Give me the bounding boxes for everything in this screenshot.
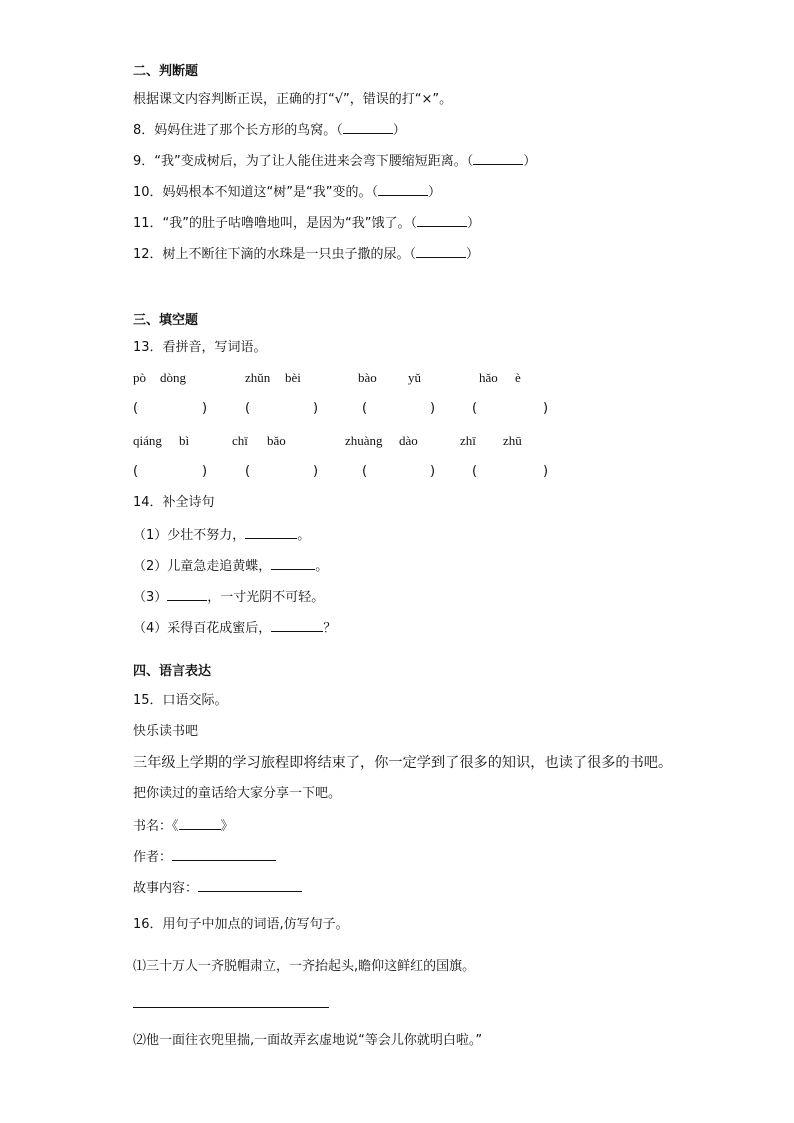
answer-line[interactable]: [133, 1007, 329, 1008]
paren-close: ): [313, 401, 319, 416]
question-text: 8．妈妈住进了那个长方形的鸟窝。（: [133, 123, 343, 138]
question-9: [133, 152, 536, 171]
answer-blank[interactable]: [343, 121, 393, 134]
question-16-sentence-1: ⑴三十万人一齐脱帽肃立，一齐抬起头,瞻仰这鲜红的国旗。: [133, 959, 476, 974]
paren-open: (: [362, 401, 368, 416]
pinyin: pò: [133, 370, 146, 385]
paren-close: ): [430, 464, 436, 479]
paren-close: ): [202, 401, 208, 416]
book-title-field: [133, 817, 234, 836]
paren-close: ): [313, 464, 319, 479]
poem-text: ？: [323, 621, 337, 636]
answer-blank[interactable]: [172, 848, 276, 861]
answer-blank[interactable]: [245, 526, 297, 539]
paren-close: ）: [466, 247, 480, 262]
answer-blank[interactable]: [271, 557, 315, 570]
pinyin: zhǔn: [245, 370, 271, 385]
paren-close: ）: [466, 216, 480, 231]
field-label: 书名：《: [133, 819, 179, 834]
section-4-heading: 四、语言表达: [133, 664, 212, 679]
paren-open: (: [472, 401, 478, 416]
pinyin: bǎo: [267, 433, 286, 448]
answer-blank[interactable]: [473, 152, 523, 165]
question-11: [133, 214, 480, 233]
poem-text: ，一寸光阴不可轻。: [207, 590, 325, 605]
pinyin: chī: [232, 433, 248, 448]
poem-text: （1）少壮不努力，: [133, 528, 246, 543]
question-text: 12．树上不断往下滴的水珠是一只虫子撒的尿。（: [133, 247, 417, 262]
pinyin: dòng: [160, 370, 186, 385]
poem-text: 。: [297, 528, 311, 543]
pinyin: zhī: [460, 433, 476, 448]
paren-open: (: [133, 464, 139, 479]
poem-text: （4）采得百花成蜜后，: [133, 621, 272, 636]
field-label: 故事内容：: [133, 881, 199, 896]
question-15-subtitle: 快乐读书吧: [133, 724, 199, 739]
answer-blank[interactable]: [167, 588, 207, 601]
pinyin: è: [515, 370, 521, 385]
question-15-paragraph: 把你读过的童话给大家分享一下吧。: [133, 786, 342, 801]
answer-blank[interactable]: [179, 817, 221, 830]
question-15-paragraph: 三年级上学期的学习旅程即将结束了，你一定学到了很多的知识，也读了很多的书吧。: [133, 755, 673, 771]
paren-open: (: [245, 401, 251, 416]
pinyin: qiáng: [133, 433, 162, 448]
question-16-title: 16．用句子中加点的词语,仿写句子。: [133, 917, 349, 932]
poem-text: （2）儿童急走追黄蝶，: [133, 559, 272, 574]
question-text: 10．妈妈根本不知道这“树”是“我”变的。（: [133, 185, 378, 200]
paren-open: (: [133, 401, 139, 416]
paren-close: ）: [523, 154, 537, 169]
question-text: 11．“我”的肚子咕噜噜地叫，是因为“我”饿了。（: [133, 216, 417, 231]
question-text: 9．“我”变成树后，为了让人能住进来会弯下腰缩短距离。（: [133, 154, 474, 169]
poem-line-2: [133, 557, 328, 576]
pinyin: zhuàng: [345, 433, 383, 448]
question-16-sentence-2: ⑵他一面往衣兜里揣,一面故弄玄虚地说“等会儿你就明白啦。”: [133, 1033, 483, 1048]
pinyin: bào: [358, 370, 377, 385]
answer-blank[interactable]: [378, 183, 428, 196]
author-field: [133, 848, 276, 867]
answer-blank[interactable]: [271, 619, 323, 632]
poem-text: （3）: [133, 590, 168, 605]
paren-close: ): [202, 464, 208, 479]
pinyin: bì: [179, 433, 190, 448]
pinyin: hǎo: [479, 370, 498, 385]
pinyin: zhū: [503, 433, 522, 448]
poem-text: 。: [315, 559, 329, 574]
answer-blank[interactable]: [198, 879, 302, 892]
field-label: 》: [220, 819, 234, 834]
paren-close: ): [543, 464, 549, 479]
question-13-title: 13．看拼音，写词语。: [133, 340, 267, 355]
story-content-field: [133, 879, 302, 898]
question-10: [133, 183, 441, 202]
section-2-instruction: 根据课文内容判断正误，正确的打“√”，错误的打“×”。: [133, 92, 453, 107]
answer-blank[interactable]: [416, 245, 466, 258]
pinyin: bèi: [285, 370, 301, 385]
section-2-heading: 二、判断题: [133, 64, 199, 79]
section-3-heading: 三、填空题: [133, 313, 199, 328]
field-label: 作者：: [133, 850, 173, 865]
answer-blank[interactable]: [417, 214, 467, 227]
paren-open: (: [472, 464, 478, 479]
question-8: [133, 121, 406, 140]
question-15-title: 15．口语交际。: [133, 693, 228, 708]
poem-line-1: [133, 526, 310, 545]
paren-close: ): [543, 401, 549, 416]
paren-open: (: [362, 464, 368, 479]
poem-line-3: [133, 588, 324, 607]
question-14-title: 14．补全诗句: [133, 495, 215, 510]
pinyin: dào: [399, 433, 418, 448]
poem-line-4: [133, 619, 336, 638]
pinyin: yǔ: [408, 370, 421, 385]
question-12: [133, 245, 479, 264]
paren-close: ): [430, 401, 436, 416]
paren-close: ）: [392, 123, 406, 138]
paren-close: ）: [427, 185, 441, 200]
paren-open: (: [245, 464, 251, 479]
